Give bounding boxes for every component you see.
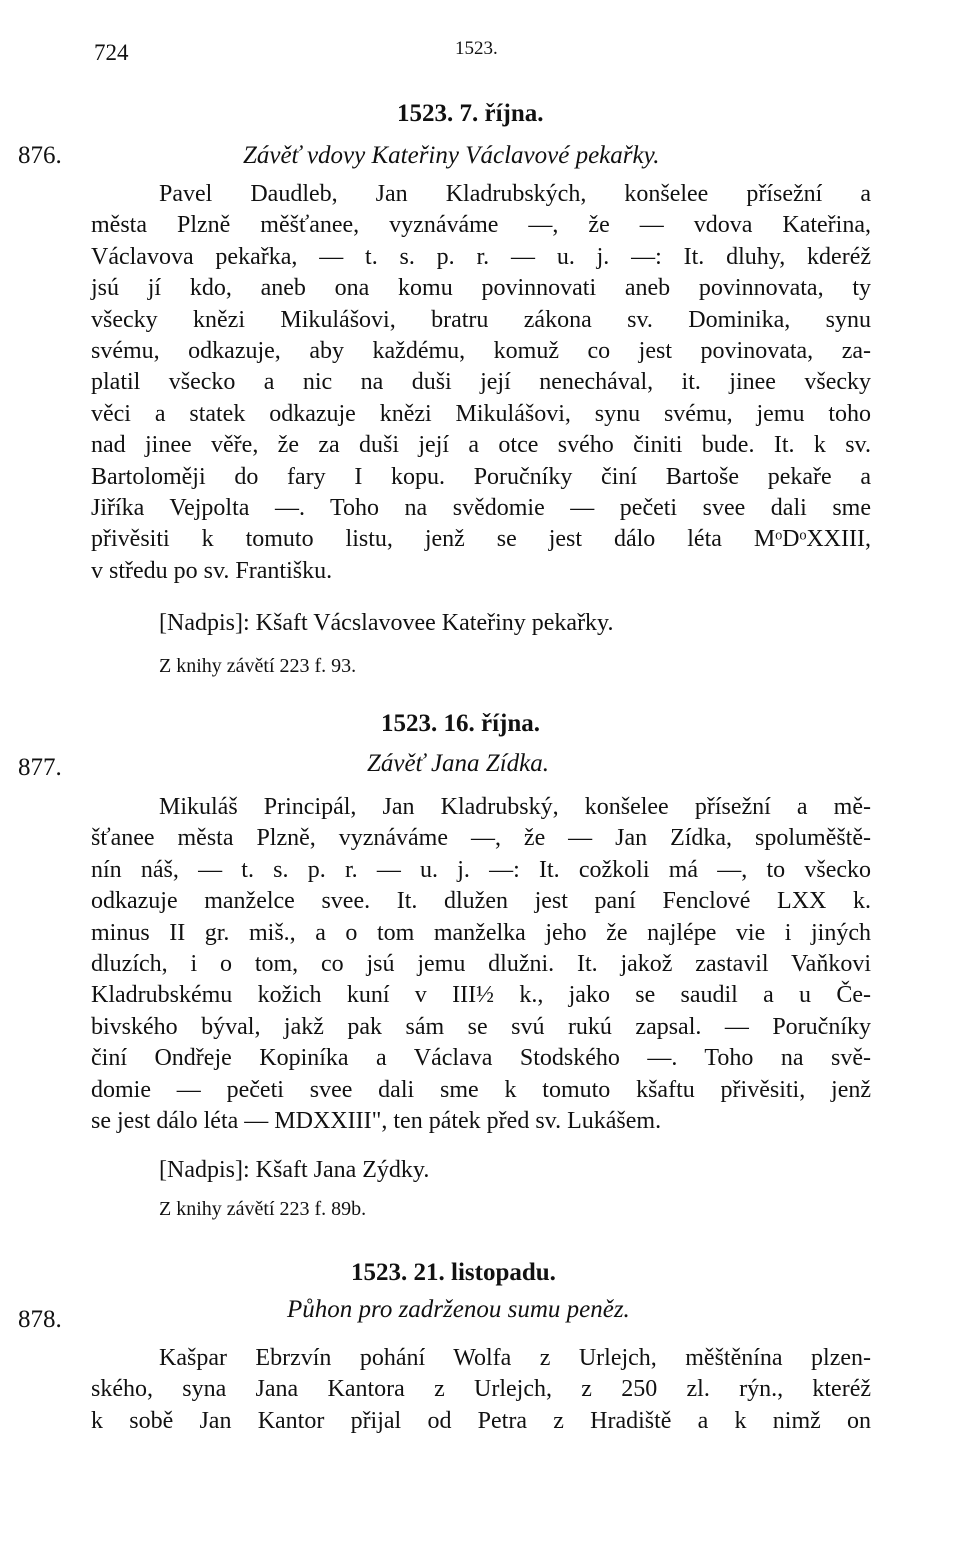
- text-line: bivského býval, jakž pak sám se svú rukú zapsal. — Poručníky: [91, 1013, 871, 1040]
- source-citation: Z knihy závětí 223 f. 89b.: [159, 1198, 367, 1220]
- inscription-note: [Nadpis]: Kšaft Vácslavovee Kateřiny pekařky.: [159, 610, 614, 636]
- entry-date: 1523. 21. listopadu.: [351, 1259, 556, 1286]
- running-header-year: 1523.: [455, 38, 498, 59]
- text-line: Jiříka Vejpolta —. Toho na svědomie — pečeti svee dali sme: [91, 494, 871, 521]
- entry-number: 876.: [18, 142, 62, 169]
- text-line: přivěsiti k tomuto listu, jenž se jest dálo léta MᵒDᵒXXIII,: [91, 526, 871, 553]
- text-line: nad jinee věře, že za duši její a otce svého činiti bude. It. k sv.: [91, 432, 871, 459]
- text-line: činí Ondřeje Kopiníka a Václava Stodského —. Toho na svě-: [91, 1045, 871, 1072]
- text-line: se jest dálo léta — MDXXIII", ten pátek před sv. Lukášem.: [91, 1107, 662, 1134]
- text-line: šťanee města Plzně, vyznáváme —, že — Jan Zídka, spoluměště-: [91, 825, 871, 852]
- text-line: v středu po sv. Františku.: [91, 557, 333, 584]
- text-line: Kašpar Ebrzvín pohání Wolfa z Urlejch, měštěnína plzen-: [159, 1345, 871, 1371]
- entry-number: 877.: [18, 754, 62, 781]
- text-line: Bartoloměji do fary I kopu. Poručníky činí Bartoše pekaře a: [91, 463, 871, 490]
- text-line: dluzích, i o tom, co jsú jemu dlužni. It. jakož zastavil Vaňkovi: [91, 950, 871, 977]
- entry-date: 1523. 7. října.: [397, 100, 544, 127]
- text-line: Kladrubskému kožich kuní v III½ k., jako se saudil a u Če-: [91, 982, 871, 1009]
- entry-title: Půhon pro zadrženou sumu peněz.: [287, 1296, 630, 1323]
- entry-text: [91, 1345, 871, 1439]
- text-line: svému, odkazuje, aby každému, komuž co jest povinovata, za-: [91, 337, 871, 364]
- page-number: 724: [94, 40, 129, 65]
- text-line: k sobě Jan Kantor přijal od Petra z Hradiště a k nimž on: [91, 1407, 871, 1434]
- text-line: ského, syna Jana Kantora z Urlejch, z 250 zl. rýn., kteréž: [91, 1376, 871, 1403]
- text-line: města Plzně měšťanee, vyznáváme —, že — vdova Kateřina,: [91, 212, 871, 239]
- text-line: minus II gr. miš., a o tom manželka jeho že najlépe vie i jiných: [91, 919, 871, 946]
- text-line: platil všecko a nic na duši její nenechával, it. jinee všecky: [91, 369, 871, 396]
- text-line: Mikuláš Principál, Jan Kladrubský, konšelee přísežní a mě-: [159, 794, 871, 820]
- entry-text: [91, 794, 871, 1139]
- text-line: odkazuje manželce svee. It. dlužen jest paní Fenclové LXX k.: [91, 888, 871, 915]
- text-line: věci a statek odkazuje knězi Mikulášovi, synu svému, jemu toho: [91, 400, 871, 427]
- text-line: všecky knězi Mikulášovi, bratru zákona sv. Dominika, synu: [91, 306, 871, 333]
- text-line: domie — pečeti svee dali sme k tomuto kšaftu přivěsiti, jenž: [91, 1076, 871, 1103]
- entry-title: Závěť Jana Zídka.: [367, 750, 549, 777]
- entry-number: 878.: [18, 1306, 62, 1333]
- inscription-note: [Nadpis]: Kšaft Jana Zýdky.: [159, 1157, 430, 1183]
- text-line: Václavova pekařka, — t. s. p. r. — u. j. —: It. dluhy, kderéž: [91, 243, 871, 270]
- text-line: Pavel Daudleb, Jan Kladrubských, konšelee přísežní a: [159, 181, 871, 207]
- entry-title: Závěť vdovy Kateřiny Václavové pekařky.: [243, 142, 660, 169]
- text-line: nín náš, — t. s. p. r. — u. j. —: It. cožkoli má —, to všecko: [91, 856, 871, 883]
- entry-text: [91, 181, 871, 589]
- entry-date: 1523. 16. října.: [381, 710, 541, 737]
- text-line: jsú jí kdo, aneb ona komu povinnovati aneb povinnovata, ty: [91, 275, 871, 302]
- source-citation: Z knihy závětí 223 f. 93.: [159, 655, 357, 677]
